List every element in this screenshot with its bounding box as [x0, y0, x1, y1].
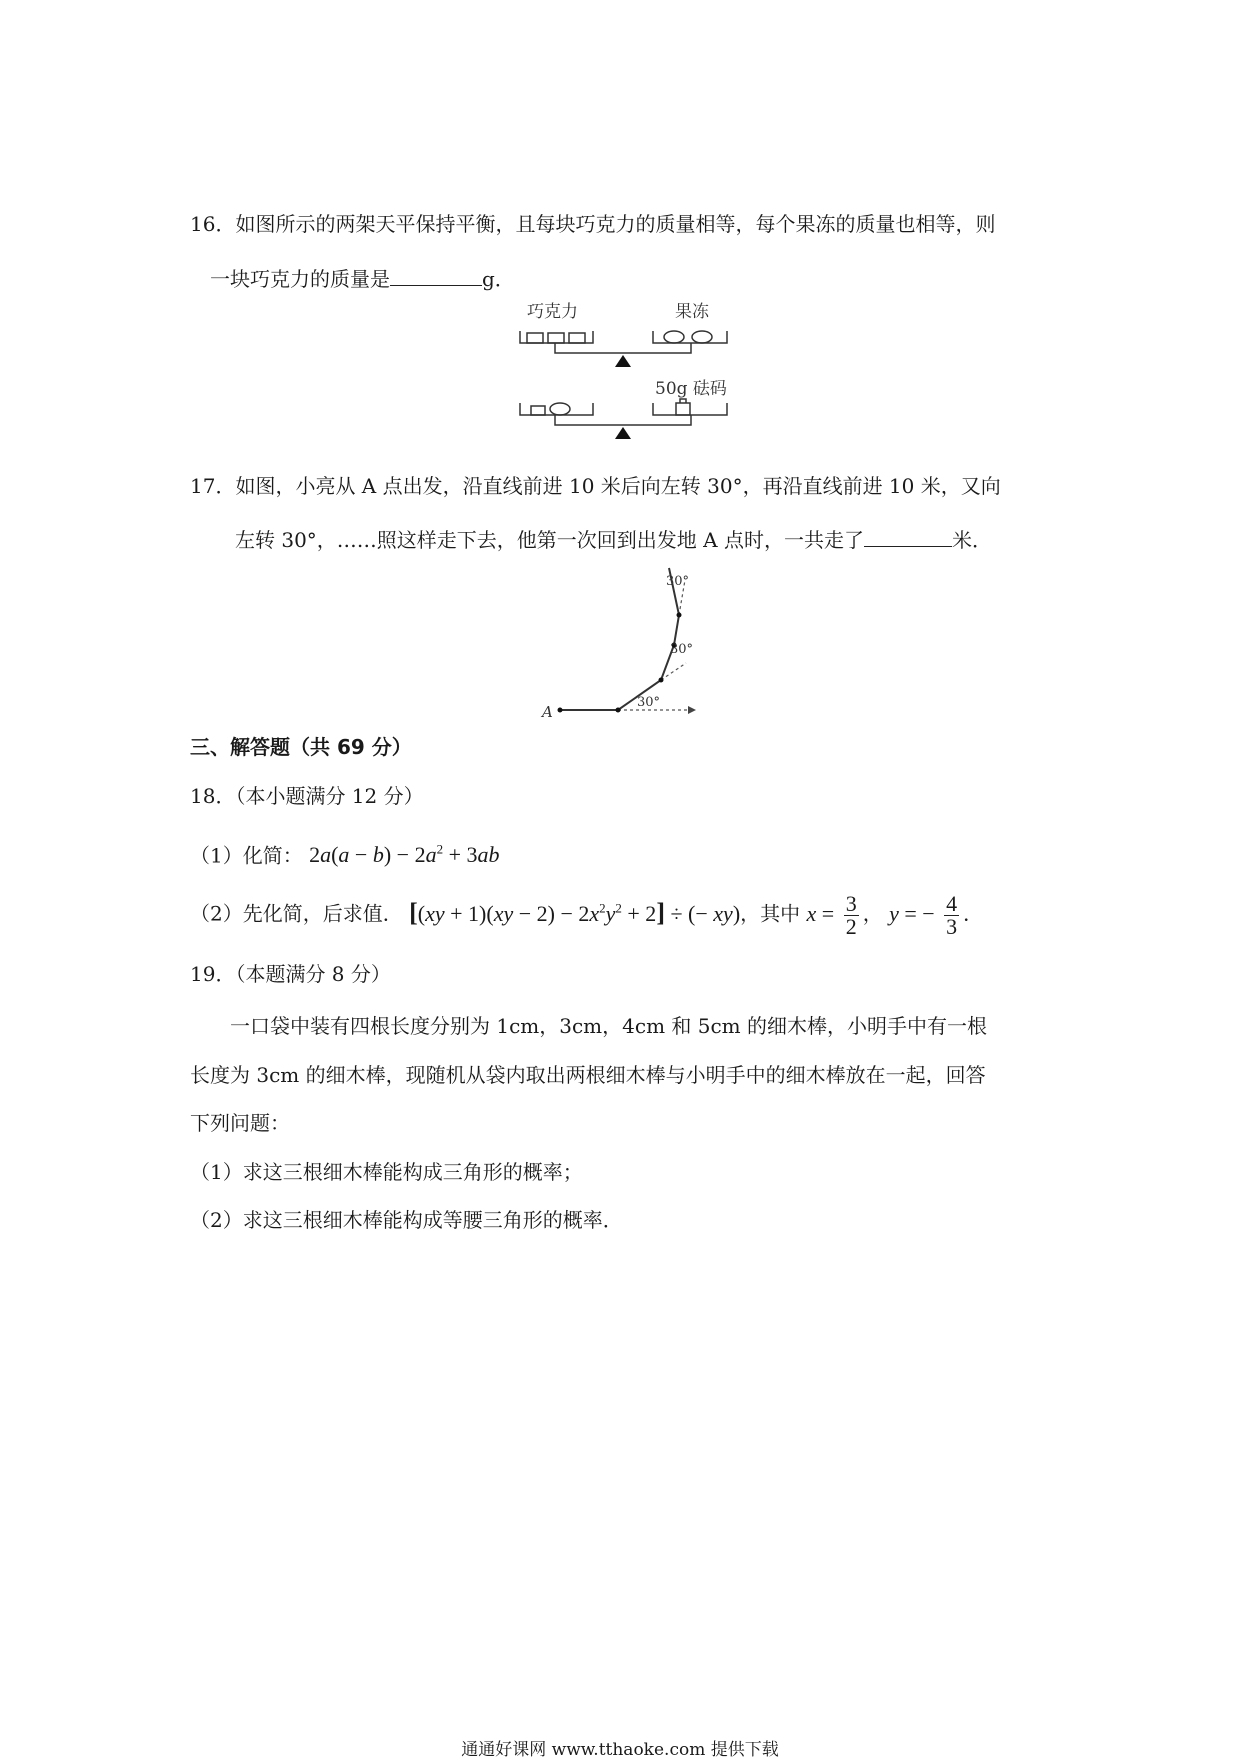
label-point-a: A: [542, 703, 553, 721]
q18-part1-expression: $2a(a - b) - 2a^2 + 3ab$: [309, 842, 500, 868]
bottom-beam: [555, 415, 691, 425]
q16-answer-blank[interactable]: [390, 263, 482, 286]
label-jelly: 果冻: [675, 302, 709, 322]
q17-line2-after: 米．: [951, 528, 992, 552]
angle-label-3: 30°: [666, 574, 690, 589]
q19-para-line3: 下列问题：: [190, 1111, 290, 1135]
vertex-1: [616, 708, 621, 713]
jelly-1: [664, 331, 684, 343]
section3-title: 三、解答题（共 69 分）: [190, 735, 412, 759]
path-figure: [538, 560, 718, 725]
q17-line2-before: 左转 30°，……照这样走下去，他第一次回到出发地 A 点时，一共走了: [235, 528, 864, 552]
jelly-3: [550, 403, 570, 415]
vertex-4: [677, 613, 682, 618]
page-footer: 通通好课网 www.tthaoke.com 提供下载: [461, 1740, 779, 1760]
q19-header: 19．（本题满分 8 分）: [190, 962, 391, 986]
q18-part2-where: ，其中: [740, 901, 801, 926]
q18-part2-expression: $[(xy + 1)(xy - 2) - 2x^2y^2 + 2]$ ÷ (− xy): [409, 897, 741, 927]
q19-item2: （2）求这三根细木棒能构成等腰三角形的概率．: [190, 1208, 623, 1232]
q16-line2: [210, 263, 515, 293]
balance-figure: [515, 295, 740, 445]
chocolate-4: [531, 406, 545, 415]
label-chocolate: 巧克力: [527, 302, 578, 322]
q18-part2-label: （2）先化简，后求值．: [190, 901, 403, 926]
q17-line2: [235, 524, 992, 554]
vertex-2: [659, 678, 664, 683]
point-a: [558, 708, 563, 713]
q18-part1: [190, 836, 500, 869]
q19-item1: （1）求这三根细木棒能构成三角形的概率；: [190, 1160, 583, 1184]
q19-para-line2: 长度为 3cm 的细木棒，现随机从袋内取出两根细木棒与小明手中的细木棒放在一起，回答: [190, 1063, 986, 1087]
chocolate-3: [569, 333, 585, 343]
top-beam: [555, 343, 691, 353]
q19-para-line1: 一口袋中装有四根长度分别为 1cm，3cm，4cm 和 5cm 的细木棒，小明手中有一根: [230, 1014, 987, 1038]
q16-line2-before: 一块巧克力的质量是: [210, 267, 390, 291]
chocolate-1: [527, 333, 543, 343]
q18-part2: （2）先化简，后求值． $[(xy + 1)(xy - 2) - 2x^2y^2 + 2]$ ÷ (− xy)，其中 x = $\frac{3}{2}$ ， y = − $\frac{4}{3}$ ．: [190, 891, 984, 939]
top-fulcrum: [615, 355, 631, 367]
angle-label-1: 30°: [637, 695, 661, 710]
q18-header: 18．（本小题满分 12 分）: [190, 784, 424, 808]
q17-answer-blank[interactable]: [864, 524, 952, 547]
q18-part1-label: （1）化简：: [190, 843, 303, 868]
angle-label-2: 30°: [670, 642, 694, 657]
bottom-fulcrum: [615, 427, 631, 439]
q18-x-value: x = $\frac{3}{2}$: [806, 891, 857, 939]
q18-y-value: y = − $\frac{4}{3}$: [889, 891, 958, 939]
chocolate-2: [548, 333, 564, 343]
label-weight: 50g 砝码: [655, 379, 727, 399]
walk-path: [560, 568, 679, 710]
weight-50g: [676, 403, 690, 415]
q17-line1: 17．如图，小亮从 A 点出发，沿直线前进 10 米后向左转 30°，再沿直线前进 10 米，又向: [190, 474, 1001, 498]
q16-line1: 16．如图所示的两架天平保持平衡，且每块巧克力的质量相等，每个果冻的质量也相等，则: [190, 212, 996, 236]
q16-line2-after: g．: [482, 267, 515, 291]
jelly-2: [692, 331, 712, 343]
